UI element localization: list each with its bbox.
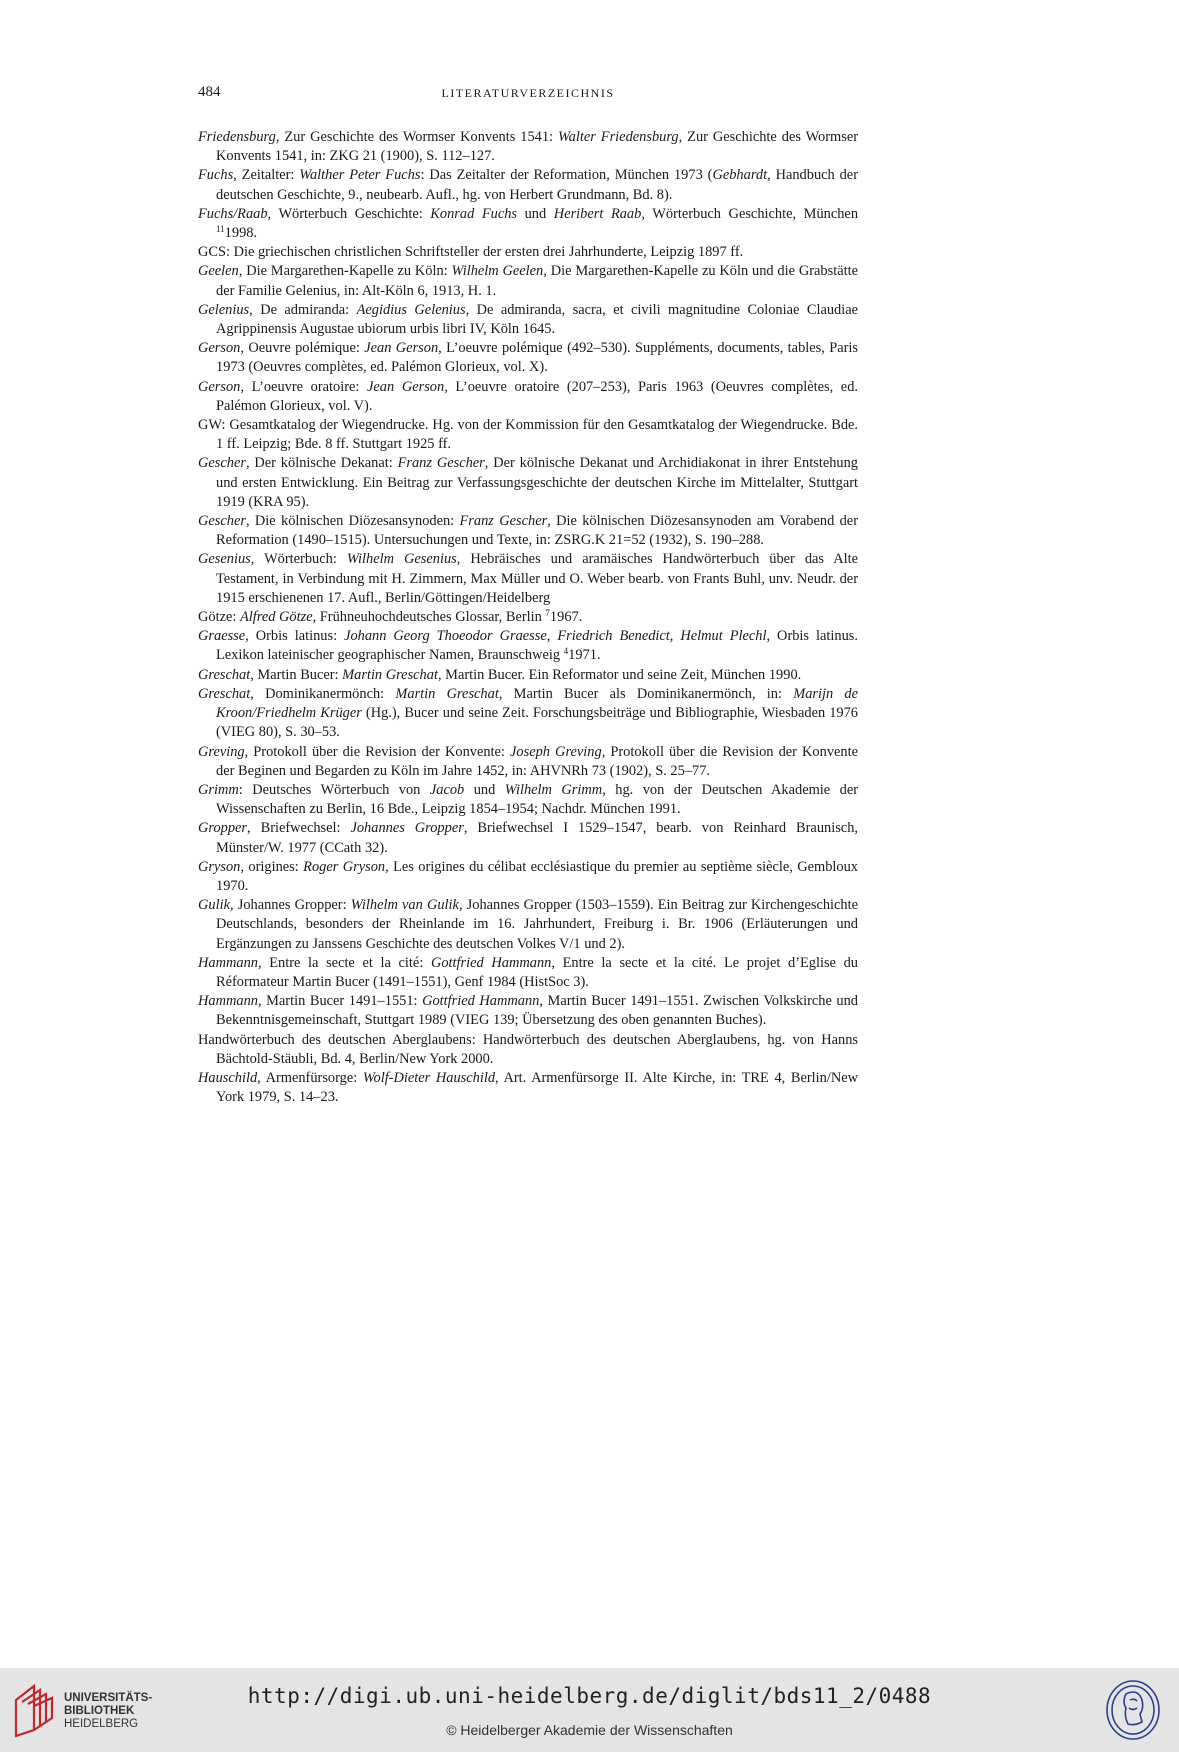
entry-italic-text: Hammann — [198, 993, 258, 1010]
entry-italic-text: Gescher — [198, 455, 246, 472]
entry-text: , Protokoll über die Revision der Konvente der Beginen und Begarden zu Köln im Jahre 1452, in: AHVNRh 73 (1902), S. 25–77. — [216, 743, 858, 779]
entry-italic-text: Gescher — [198, 513, 246, 530]
entry-italic-text: Greving — [198, 743, 245, 760]
entry-text: Martin Bucer 1491–1551. Zwischen Volkskirche und Bekenntnisgemeinschaft, Stuttgart 1989 (VIEG 139; Übersetzung des oben genannten Buches). — [216, 993, 858, 1029]
entry-text: , L’oeuvre oratoire: — [240, 378, 368, 395]
bibliography-entry — [198, 243, 858, 262]
entry-text: L’oeuvre polémique (492–530). Suppléments, documents, tables, Paris 1973 (Oeuvres complètes, ed. Palémon Glorieux, vol. X). — [216, 340, 859, 376]
entry-italic-text: Martin Greschat — [342, 666, 438, 683]
entry-italic-text: Gottfried Hammann — [430, 954, 552, 971]
entry-italic-text: Friedensburg — [198, 129, 276, 145]
bibliography-entry — [198, 666, 858, 685]
bibliography-entry — [198, 954, 858, 992]
bibliography-entry — [198, 128, 858, 166]
bibliography-entry — [198, 1031, 858, 1069]
bibliography-entry — [198, 205, 858, 243]
entry-text: , Wörterbuch Geschichte: — [267, 205, 431, 222]
entry-text: und — [517, 205, 554, 222]
entry-italic-text: Wilhelm Gesenius — [346, 551, 457, 568]
entry-text: Handwörterbuch des deutschen Aberglaubens: Handwörterbuch des deutschen Aberglaubens, hg. von Hanns Bächtold-Stäubli, Bd. 4, Berlin/New York 2000. — [198, 1031, 858, 1067]
bibliography-entry — [198, 416, 858, 454]
entry-text: , Zeitalter: — [233, 167, 300, 184]
entry-text: , De admiranda, sacra, et civili magnitudine Coloniae Claudiae Agrippinensis Augustae ubiorum urbis libri IV, Köln 1645. — [216, 301, 858, 338]
bibliography-entry — [198, 454, 858, 512]
bibliography-entry — [198, 685, 858, 743]
entry-italic-text: Wilhelm Geelen — [451, 263, 544, 280]
entry-text: , Die kölnischen Diözesansynoden: — [245, 513, 460, 530]
entry-text: , Entre la secte et la cité: — [257, 954, 431, 971]
entry-text: , Die kölnischen Diözesansynoden am Vorabend der Reformation (1490–1515). Untersuchungen und Texte, in: ZSRG.K 21=52 (1932), S. 190–288. — [216, 513, 858, 549]
entry-italic-text: Greschat — [198, 685, 251, 702]
logo-line-1: UNIVERSITÄTS- — [64, 1692, 153, 1704]
entry-italic-text: Joseph Greving — [510, 743, 602, 760]
entry-text: , Zur Geschichte des Wormser Konvents 1541: — [275, 129, 558, 145]
entry-text: , origines: — [240, 858, 304, 875]
entry-italic-text: Fuchs/Raab — [198, 205, 268, 222]
entry-text: und — [464, 781, 505, 798]
bibliography-entry — [198, 992, 858, 1030]
entry-italic-text: Heribert Raab — [553, 205, 642, 222]
page-number: 484 — [198, 84, 221, 100]
entry-italic-text: Gelenius — [198, 301, 250, 318]
entry-italic-text: Grimm — [198, 781, 239, 798]
bibliography-entry — [198, 781, 858, 819]
entry-text: , hg. von der Deutschen Akademie der Wissenschaften zu Berlin, 16 Bde., Leipzig 1854–1954; Nachdr. München 1991. — [216, 781, 859, 818]
entry-italic-text: Johann Georg Thoeodor Graesse, Friedrich Benedict, Helmut Plechl — [344, 628, 767, 645]
entry-italic-text: Gerson — [198, 378, 241, 395]
entry-italic-text: Wolf-Dieter Hauschild — [362, 1069, 496, 1086]
entry-text: Götze: — [198, 609, 240, 626]
entry-text: , Johannes Gropper: — [229, 897, 351, 914]
entry-italic-text: Geelen — [198, 263, 239, 280]
entry-italic-text: Graesse — [198, 628, 246, 645]
entry-italic-text: Jacob — [429, 781, 465, 798]
bibliography-entry — [198, 262, 858, 300]
entry-text: , Art. Armenfürsorge II. Alte Kirche, in: TRE 4, Berlin/New York 1979, S. 14–23. — [216, 1069, 858, 1106]
entry-text: , Orbis latinus. Lexikon lateinischer geographischer Namen, Braunschweig — [216, 628, 858, 664]
bibliography-entry — [198, 378, 858, 416]
entry-text: , Martin Bucer 1491–1551: — [257, 993, 423, 1010]
entry-text: , Johannes Gropper (1503–1559). Ein Beitrag zur Kirchengeschichte Deutschlands, besonders der Rheinlande im 16. Jahrhundert, Freiburg i. Br. 1906 (Erläuterungen und Ergänzungen zu Janssens Geschichte des deutschen Volkes V/1 und 2). — [216, 897, 858, 952]
entry-text: GCS: Die griechischen christlichen Schriftsteller der ersten drei Jahrhunderte, Leipzig 1897 ff. — [198, 244, 744, 261]
entry-italic-text: Roger Gryson — [303, 858, 386, 875]
entry-text: , Briefwechsel: — [247, 820, 351, 837]
entry-text: , Briefwechsel I 1529–1547, bearb. von Reinhard Braunisch, Münster/W. 1977 (CCath 32). — [216, 820, 858, 856]
bibliography-list — [198, 128, 858, 1107]
entry-italic-text: Wilhelm Grimm — [504, 781, 603, 798]
entry-text: , Dominikanermönch: — [250, 685, 396, 702]
entry-italic-text: Jean Gerson, — [364, 340, 442, 357]
entry-italic-text: Walter Friedensburg — [558, 129, 679, 145]
running-head: LITERATURVERZEICHNIS — [441, 86, 615, 100]
entry-text: , Frühneuhochdeutsches Glossar, Berlin — [312, 609, 546, 626]
entry-text: , Martin Bucer: — [250, 666, 343, 683]
entry-text: , Die Margarethen-Kapelle zu Köln: — [238, 263, 452, 280]
entry-text: , Der kölnische Dekanat und Archidiakonat in ihrer Entstehung und ersten Entwicklung. Ein Beitrag zur Verfassungsgeschichte der deutschen Kirche im Mittelalter, Stuttgart 1919 (KRA 95). — [216, 455, 859, 510]
entry-text: , L’oeuvre oratoire (207–253), Paris 1963 (Oeuvres complètes, ed. Palémon Glorieux, vol. V). — [216, 378, 858, 414]
academy-seal-icon[interactable] — [1104, 1678, 1162, 1742]
bibliography-entry — [198, 819, 858, 857]
bibliography-entry — [198, 1069, 858, 1107]
entry-italic-text: Gebhardt, — [712, 167, 771, 184]
entry-italic-text: Franz Gescher — [459, 513, 548, 530]
page-header — [198, 84, 858, 106]
bibliography-entry — [198, 339, 858, 377]
entry-italic-text: Gerson, — [198, 340, 244, 357]
entry-italic-text: Johannes Gropper — [350, 820, 464, 837]
entry-superscript: 4 — [563, 646, 569, 657]
entry-italic-text: Walther Peter Fuchs — [299, 167, 421, 184]
entry-text: : Das Zeitalter der Reformation, München 1973 ( — [420, 167, 713, 184]
entry-text: , Wörterbuch Geschichte, München — [641, 205, 859, 222]
entry-italic-text: Jean Gerson — [367, 378, 445, 395]
entry-italic-text: Wilhelm van Gulik — [350, 897, 459, 914]
entry-text: 1971. — [568, 647, 601, 664]
logo-line-3: HEIDELBERG — [64, 1718, 139, 1730]
entry-text: , Protokoll über die Revision der Konvente: — [244, 743, 511, 760]
entry-text: , Die Margarethen-Kapelle zu Köln und die Grabstätte der Familie Gelenius, in: Alt-Köln 6, 1913, H. 1. — [216, 263, 858, 299]
bibliography-entry — [198, 608, 858, 627]
entry-text: , Entre la secte et la cité. Le projet d’Eglise du Réformateur Martin Bucer (1491–1551), Genf 1984 (HistSoc 3). — [216, 954, 858, 990]
entry-text: 1967. — [549, 609, 583, 626]
logo-line-2: BIBLIOTHEK — [64, 1705, 135, 1717]
entry-text: (Hg.), Bucer und seine Zeit. Forschungsbeiträge und Bibliographie, Wiesbaden 1976 (VIEG 80), S. 30–53. — [216, 705, 858, 741]
viewer-footer — [0, 1668, 1179, 1752]
entry-italic-text: Gesenius — [198, 551, 251, 568]
permalink-url[interactable]: http://digi.ub.uni-heidelberg.de/diglit/bds11_2/0488 — [247, 1684, 932, 1708]
entry-text: Oeuvre polémique: — [243, 340, 365, 357]
entry-text: , De admiranda: — [249, 301, 357, 318]
entry-text: Handbuch der deutschen Geschichte, 9., neubearb. Aufl., hg. von Herbert Grundmann, Bd. 8). — [216, 167, 858, 203]
entry-text: , Martin Bucer. Ein Reformator und seine Zeit, München 1990. — [437, 666, 802, 683]
entry-text: : Deutsches Wörterbuch von — [238, 781, 430, 798]
entry-italic-text: Konrad Fuchs — [430, 205, 518, 222]
entry-text: , Martin Bucer als Dominikanermönch, in: — [498, 685, 794, 702]
bibliography-entry — [198, 627, 858, 665]
bibliography-entry — [198, 550, 858, 608]
entry-superscript: 11 — [216, 224, 225, 235]
entry-text: , Armenfürsorge: — [257, 1069, 363, 1086]
entry-italic-text: Aegidius Gelenius — [356, 301, 466, 318]
entry-text: 1998. — [224, 225, 258, 242]
entry-italic-text: Gropper — [198, 820, 248, 837]
entry-italic-text: Franz Gescher — [397, 455, 485, 472]
entry-italic-text: Fuchs — [198, 167, 234, 184]
bibliography-entry — [198, 301, 858, 339]
entry-italic-text: Marijn de Kroon/Friedhelm Krüger — [216, 685, 859, 722]
entry-text: , Hebräisches und aramäisches Handwörterbuch über das Alte Testament, in Verbindung mit H. Zimmern, Max Müller und O. Weber bearb. von Frants Buhl, unv. Neudr. der 1915 erschienenen 17. Aufl., Berlin/Göttingen/Heidelberg — [216, 551, 858, 606]
bibliography-entry — [198, 166, 858, 204]
entry-text: , Der kölnische Dekanat: — [245, 455, 398, 472]
entry-italic-text: Gottfried Hammann, — [422, 993, 543, 1010]
entry-text: , Les origines du célibat ecclésiastique du premier au septième siècle, Gembloux 1970. — [216, 858, 858, 894]
entry-italic-text: Martin Greschat — [395, 685, 499, 702]
entry-text: , Zur Geschichte des Wormser Konvents 1541, in: ZKG 21 (1900), S. 112–127. — [216, 129, 859, 165]
entry-italic-text: Alfred Götze — [239, 609, 313, 626]
entry-italic-text: Gulik — [198, 897, 230, 914]
entry-italic-text: Gryson — [198, 858, 241, 875]
copyright-notice: © Heidelberger Akademie der Wissenschaften — [446, 1722, 733, 1738]
entry-italic-text: Hauschild — [198, 1069, 258, 1086]
entry-italic-text: Greschat — [198, 666, 251, 683]
bibliography-entry — [198, 512, 858, 550]
bibliography-entry — [198, 858, 858, 896]
entry-text: , Orbis latinus: — [245, 628, 345, 645]
entry-text: , Wörterbuch: — [250, 551, 347, 568]
bibliography-entry — [198, 896, 858, 954]
bibliography-entry — [198, 743, 858, 781]
entry-superscript: 7 — [545, 608, 550, 619]
entry-text: GW: Gesamtkatalog der Wiegendrucke. Hg. von der Kommission für den Gesamtkatalog der Wiegendrucke. Bde. 1 ff. Leipzig; Bde. 8 ff. Stuttgart 1925 ff. — [198, 417, 858, 453]
entry-italic-text: Hammann — [198, 954, 258, 971]
